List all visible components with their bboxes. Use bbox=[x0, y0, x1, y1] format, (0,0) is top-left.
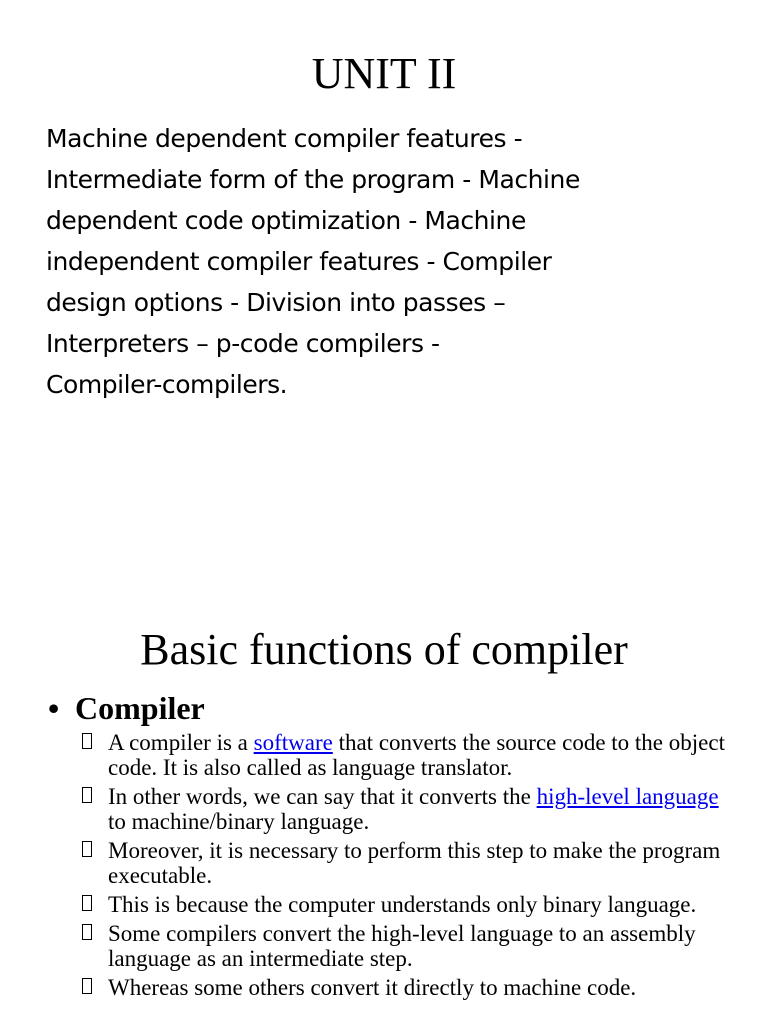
missing-glyph-icon bbox=[82, 978, 92, 994]
bullet-heading-text: Compiler bbox=[75, 690, 205, 726]
item-text: Moreover, it is necessary to perform this step to make the program executable. bbox=[108, 838, 721, 888]
item-text: to machine/binary language. bbox=[108, 809, 370, 834]
list-item bbox=[82, 892, 732, 917]
item-text: Some compilers convert the high-level language to an assembly language as an intermediate step. bbox=[108, 921, 696, 971]
body-line: Interpreters – p-code compilers - bbox=[46, 329, 440, 358]
sub-bullet-list bbox=[82, 730, 732, 1004]
missing-glyph-icon bbox=[82, 924, 92, 940]
slide-title: Basic functions of compiler bbox=[140, 625, 628, 674]
body-line: design options - Division into passes – bbox=[46, 288, 506, 317]
missing-glyph-icon bbox=[82, 841, 92, 857]
high-level-language-link[interactable]: high-level language bbox=[536, 784, 719, 809]
slide-body bbox=[46, 118, 686, 405]
list-item bbox=[82, 838, 732, 888]
list-item bbox=[82, 784, 732, 834]
slide-title: UNIT II bbox=[311, 49, 457, 98]
missing-glyph-icon bbox=[82, 895, 92, 911]
body-line: Machine dependent compiler features - bbox=[46, 124, 523, 153]
list-item bbox=[82, 730, 732, 780]
software-link[interactable]: software bbox=[253, 730, 333, 755]
bullet-dot-icon: • bbox=[48, 690, 60, 726]
item-text: Whereas some others convert it directly to machine code. bbox=[108, 975, 637, 1000]
bullet-heading bbox=[48, 688, 205, 728]
body-line: independent compiler features - Compiler bbox=[46, 247, 552, 276]
missing-glyph-icon bbox=[82, 787, 92, 803]
item-text: This is because the computer understands only binary language. bbox=[108, 892, 697, 917]
body-line: dependent code optimization - Machine bbox=[46, 206, 526, 235]
body-line: Compiler-compilers. bbox=[46, 370, 288, 399]
slide-basic-functions bbox=[0, 560, 768, 1024]
missing-glyph-icon bbox=[82, 733, 92, 749]
item-text: that converts the source code to the object code. It is also called as language translator. bbox=[108, 730, 725, 780]
body-line: Intermediate form of the program - Machine bbox=[46, 165, 580, 194]
list-item bbox=[82, 975, 732, 1000]
list-item bbox=[82, 921, 732, 971]
item-text: In other words, we can say that it converts the bbox=[108, 784, 537, 809]
item-text: A compiler is a bbox=[108, 730, 254, 755]
